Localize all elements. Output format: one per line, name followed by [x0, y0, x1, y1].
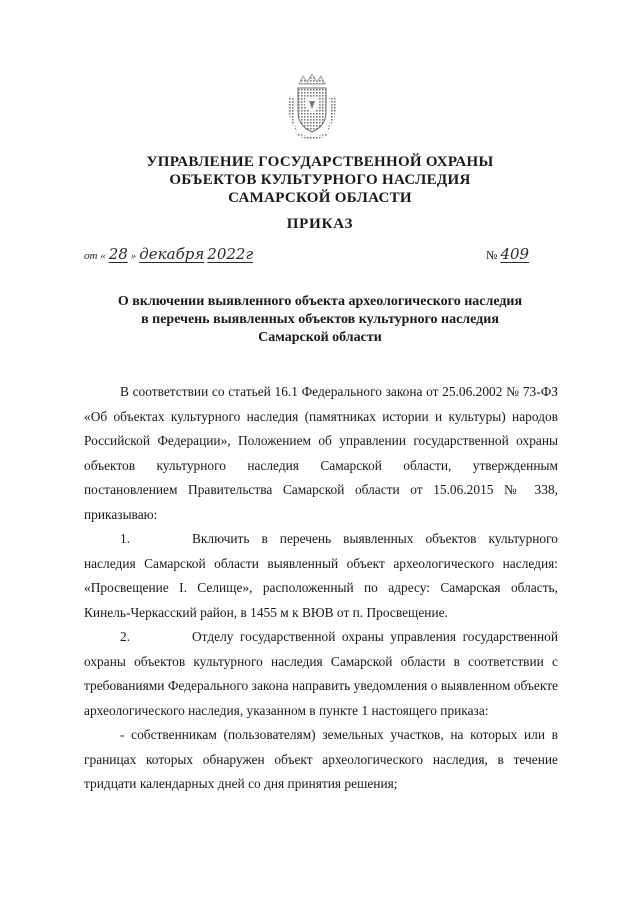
order-number	[486, 245, 529, 263]
date-month: декабря	[139, 245, 205, 263]
order-body	[84, 380, 558, 797]
item-2-number: 2.	[120, 629, 131, 644]
subject-line-3: Самарской области	[258, 330, 382, 345]
order-subject	[0, 293, 640, 347]
authority-line-3: САМАРСКОЙ ОБЛАСТИ	[228, 190, 412, 206]
subject-line-2: в перечень выявленных объектов культурного наследия	[141, 312, 499, 327]
date-day: 28	[108, 245, 128, 263]
issuing-authority	[0, 153, 640, 207]
coat-of-arms-emblem	[283, 74, 341, 140]
authority-line-1: УПРАВЛЕНИЕ ГОСУДАРСТВЕННОЙ ОХРАНЫ	[146, 154, 494, 170]
item-2-text: Отделу государственной охраны управления государственной охраны объектов культурного наследия Самарской области в соответствии с требованиями Федерального закона направить уведомления о выявленном объекте археологического наследия, указанном в пункте 1 настоящего приказа:	[84, 629, 558, 718]
date-separator: »	[130, 250, 137, 262]
item-2-paragraph	[84, 625, 558, 723]
item-1-text: Включить в перечень выявленных объектов культурного наследия Самарской области выявленный объект археологического наследия: «Просвещение I. Селище», расположенный по адресу: Самарская область, Кинель-Черкасский район, в 1455 м к ВЮВ от п. Просвещение.	[84, 531, 558, 620]
bullet-1-paragraph: - собственникам (пользователям) земельных участков, на которых или в границах которых обнаружен объект археологического наследия, в течение тридцати календарных дней со дня принятия решения;	[84, 727, 558, 791]
item-1-paragraph	[84, 527, 558, 625]
date-year: 2022г	[207, 245, 254, 263]
intro-paragraph: В соответствии со статьей 16.1 Федерального закона от 25.06.2002 № 73-ФЗ «Об объектах культурного наследия (памятниках истории и культуры) народов Российской Федерации», Положением об управлении государственной охраны объектов культурного наследия Самарской области, утвержденным постановлением Правительства Самарской области от 15.06.2015 № 338, приказываю:	[84, 384, 558, 522]
document-type-title: ПРИКАЗ	[286, 216, 354, 232]
order-date	[84, 245, 253, 263]
date-prefix: от «	[84, 250, 106, 262]
subject-line-1: О включении выявленного объекта археологического наследия	[117, 294, 523, 309]
number-prefix: №	[486, 248, 498, 262]
item-1-number: 1.	[120, 531, 131, 546]
number-value: 409	[500, 245, 530, 263]
authority-line-2: ОБЪЕКТОВ КУЛЬТУРНОГО НАСЛЕДИЯ	[169, 172, 471, 188]
